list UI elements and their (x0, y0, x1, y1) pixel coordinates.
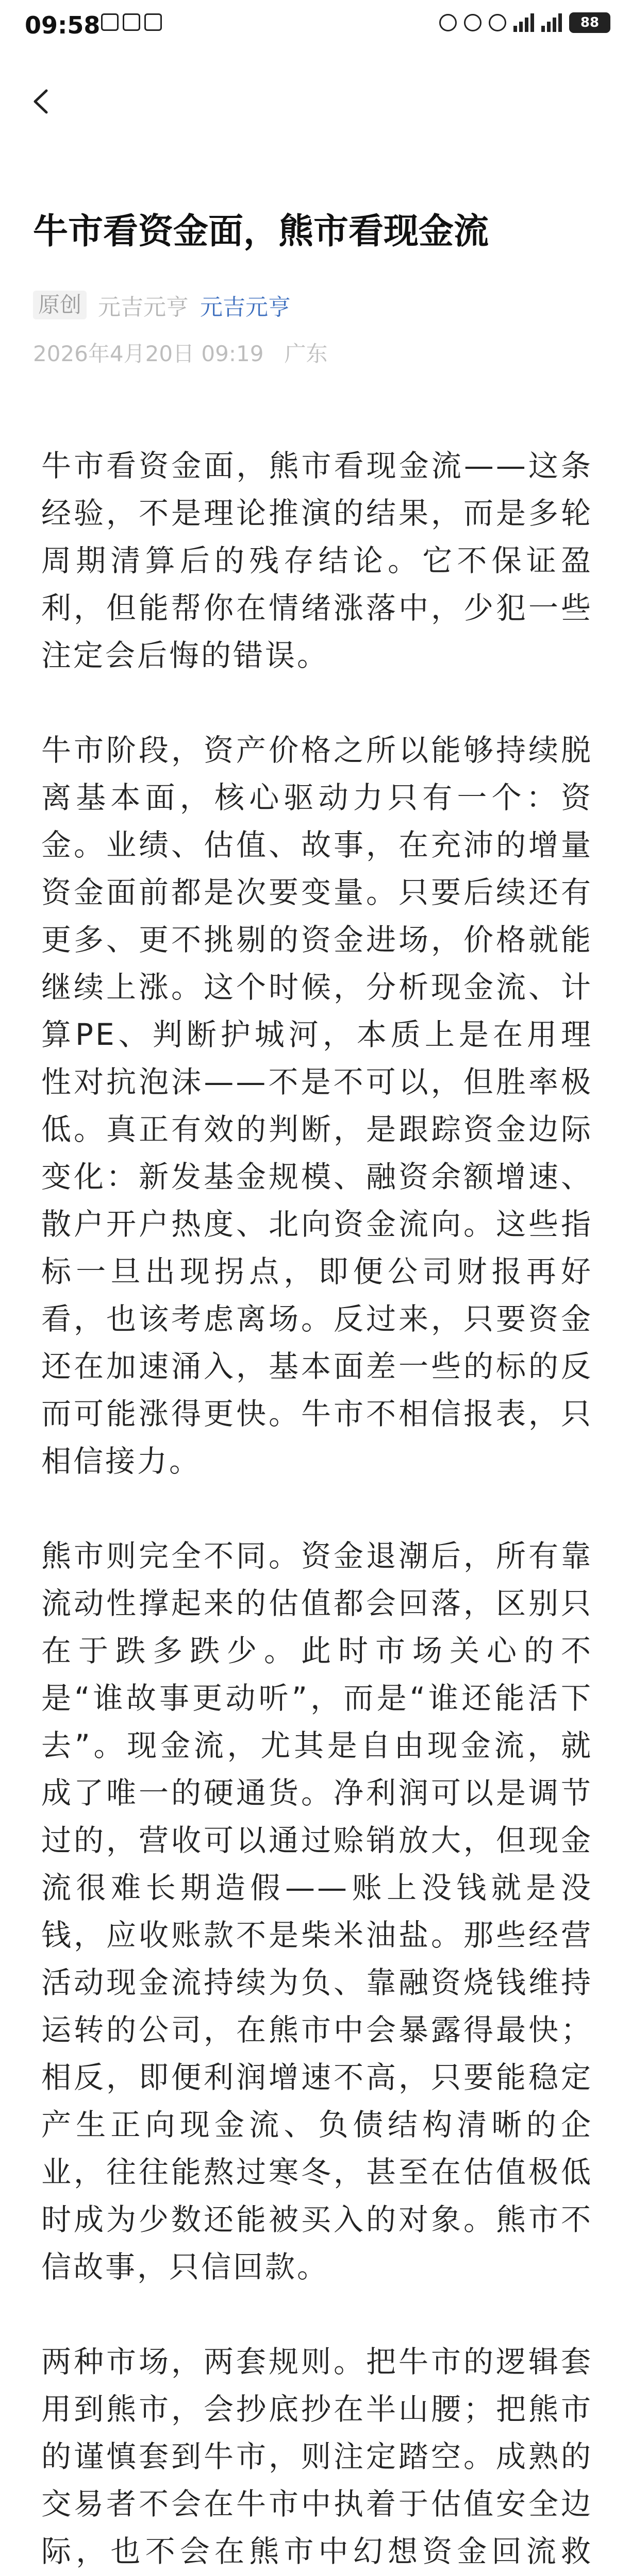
chevron-left-icon (29, 89, 55, 114)
back-button[interactable] (29, 89, 55, 114)
nav-bar (0, 62, 631, 129)
signal-icon (541, 13, 562, 32)
battery-icon: 88 (569, 12, 610, 33)
status-bar (0, 0, 631, 49)
article-body (41, 442, 593, 2576)
article-meta (33, 290, 291, 320)
article-paragraph: 两种市场，两套规则。把牛市的逻辑套用到熊市，会抄底抄在半山腰；把熊市的谨慎套到牛市，则注定踏空。成熟的交易者不会在牛市中执着于估值安全边际，也不会在熊市中幻想资金回流救 (41, 2344, 593, 2569)
status-time: 09:58 (25, 11, 101, 39)
article-author: 元吉元亨 (98, 294, 189, 320)
publish-date: 2026年4月20日 09:19 (33, 341, 264, 366)
nfc-icon (439, 14, 457, 31)
notification-icon (101, 13, 119, 31)
notification-icons (101, 13, 162, 31)
mute-icon (464, 14, 481, 31)
article-paragraph: 熊市则完全不同。资金退潮后，所有靠流动性撑起来的估值都会回落，区别只在于跌多跌少。此时市场关心的不是“谁故事更动听”，而是“谁还能活下去”。现金流，尤其是自由现金流，就成了唯一的硬通货。净利润可以是调节过的，营收可以通过赊销放大，但现金流很难长期造假——账上没钱就是没钱，应收账款不是柴米油盐。那些经营活动现金流持续为负、靠融资烧钱维持运转的公司，在熊市中会暴露得最快；相反，即便利润增速不高，只要能稳定产生正向现金流、负债结构清晰的企业，往往能熬过寒冬，甚至在估值极低时成为少数还能被买入的对象。熊市不信故事，只信回款。 (41, 1538, 593, 2284)
notification-icon (144, 13, 162, 31)
signal-icon (513, 13, 534, 32)
publish-info (33, 337, 327, 368)
article-paragraph: 牛市看资金面，熊市看现金流——这条经验，不是理论推演的结果，而是多轮周期清算后的残存结论。它不保证盈利，但能帮你在情绪涨落中，少犯一些注定会后悔的错误。 (41, 448, 593, 673)
publish-location: 广东 (284, 341, 328, 366)
article-title: 牛市看资金面，熊市看现金流 (33, 211, 489, 252)
system-icons (439, 12, 610, 33)
account-link[interactable]: 元吉元亨 (200, 294, 291, 320)
alarm-icon (489, 14, 506, 31)
original-tag: 原创 (33, 291, 87, 319)
notification-icon (123, 13, 140, 31)
article-paragraph: 牛市阶段，资产价格之所以能够持续脱离基本面，核心驱动力只有一个：资金。业绩、估值、故事，在充沛的增量资金面前都是次要变量。只要后续还有更多、更不挑剔的资金进场，价格就能继续上涨。这个时候，分析现金流、计算PE、判断护城河，本质上是在用理性对抗泡沫——不是不可以，但胜率极低。真正有效的判断，是跟踪资金边际变化：新发基金规模、融资余额增速、散户开户热度、北向资金流向。这些指标一旦出现拐点，即便公司财报再好看，也该考虑离场。反过来，只要资金还在加速涌入，基本面差一些的标的反而可能涨得更快。牛市不相信报表，只相信接力。 (41, 733, 593, 1479)
